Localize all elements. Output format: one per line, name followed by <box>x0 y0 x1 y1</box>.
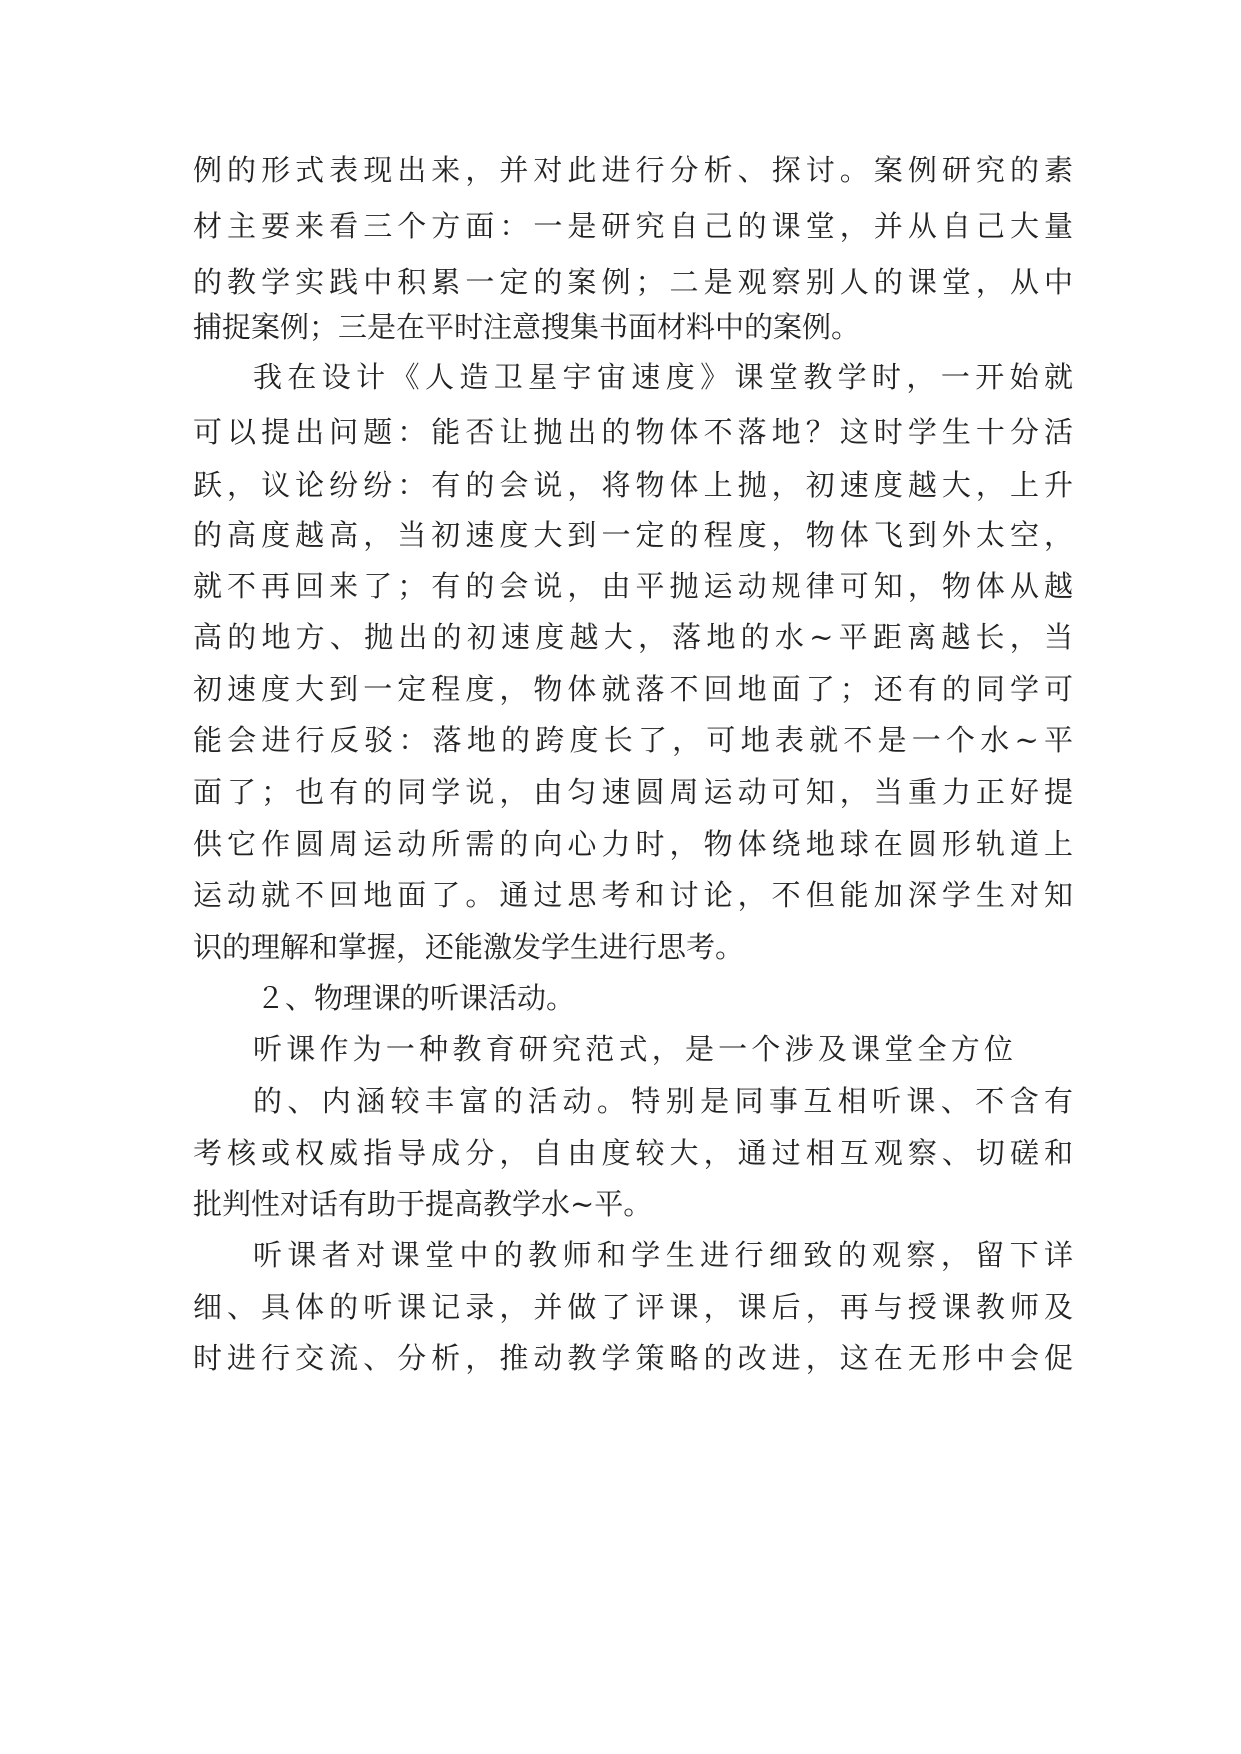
text-line: 的教学实践中积累一定的案例；二是观察别人的课堂，从中 <box>193 265 1073 299</box>
text-line: 高的地方、抛出的初速度越大，落地的水~平距离越长，当 <box>193 620 1073 654</box>
text-line: 批判性对话有助于提高教学水~平。 <box>193 1187 653 1221</box>
text-line: 供它作圆周运动所需的向心力时，物体绕地球在圆形轨道上 <box>193 827 1073 861</box>
text-line: 初速度大到一定程度，物体就落不回地面了；还有的同学可 <box>193 672 1073 706</box>
text-line: 识的理解和掌握，还能激发学生进行思考。 <box>193 930 745 964</box>
text-line: 细、具体的听课记录，并做了评课，课后，再与授课教师及 <box>193 1290 1073 1324</box>
text-line: 就不再回来了；有的会说，由平抛运动规律可知，物体从越 <box>193 569 1073 603</box>
text-line: 时进行交流、分析，推动教学策略的改进，这在无形中会促 <box>193 1341 1073 1375</box>
paragraph-first-line: 听课作为一种教育研究范式，是一个涉及课堂全方位 <box>253 1032 1013 1066</box>
paragraph-first-line: 我在设计《人造卫星宇宙速度》课堂教学时，一开始就 <box>253 360 1073 394</box>
text-line: 捕捉案例；三是在平时注意搜集书面材料中的案例。 <box>193 310 861 344</box>
text-line: 能会进行反驳：落地的跨度长了，可地表就不是一个水~平 <box>193 723 1073 757</box>
text-line: 面了；也有的同学说，由匀速圆周运动可知，当重力正好提 <box>193 775 1073 809</box>
text-line: 的高度越高，当初速度大到一定的程度，物体飞到外太空， <box>193 518 1073 552</box>
text-line: 材主要来看三个方面：一是研究自己的课堂，并从自己大量 <box>193 209 1073 243</box>
text-line: 运动就不回地面了。通过思考和讨论，不但能加深学生对知 <box>193 878 1073 912</box>
text-line: 考核或权威指导成分，自由度较大，通过相互观察、切磋和 <box>193 1136 1073 1170</box>
text-line: 的、内涵较丰富的活动。特别是同事互相听课、不含有 <box>253 1084 1073 1118</box>
paragraph-first-line: 听课者对课堂中的教师和学生进行细致的观察，留下详 <box>253 1238 1073 1272</box>
text-line: 例的形式表现出来，并对此进行分析、探讨。案例研究的素 <box>193 153 1073 187</box>
text-line: 可以提出问题：能否让抛出的物体不落地？这时学生十分活 <box>193 415 1073 449</box>
section-heading: ２、物理课的听课活动。 <box>256 981 576 1015</box>
text-line: 跃，议论纷纷：有的会说，将物体上抛，初速度越大，上升 <box>193 468 1073 502</box>
